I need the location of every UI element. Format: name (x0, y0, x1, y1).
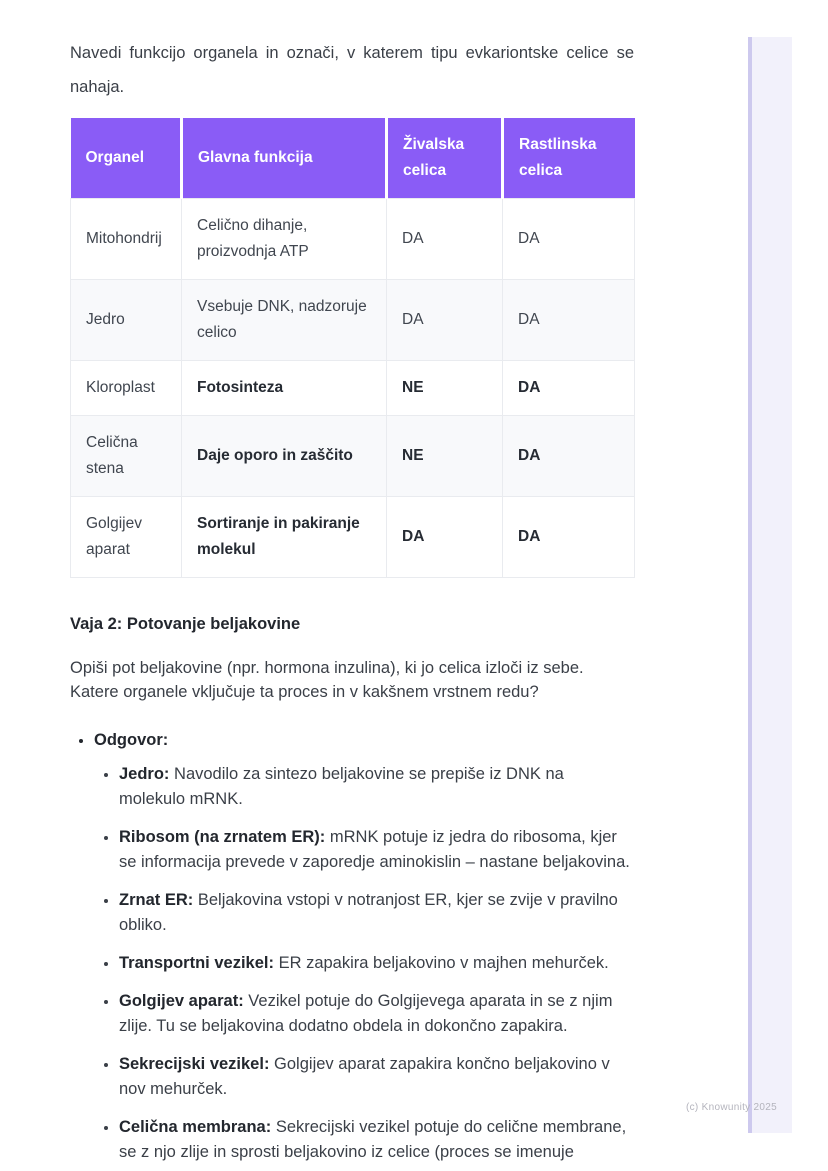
document-content (70, 0, 634, 1165)
step-text: ER zapakira beljakovino v majhen mehurček. (278, 954, 609, 972)
cell-rastlinska: DA (503, 199, 635, 280)
step-text: Golgijev aparat zapakira končno beljakovino v nov mehurček. (119, 1055, 610, 1098)
cell-zivalska: DA (387, 497, 503, 578)
step-text: Sekrecijski vezikel potuje do celične membrane, se z njo zlije in sprosti beljakovino iz celice (proces se imenuje (119, 1118, 627, 1161)
step-term: Transportni vezikel: (119, 954, 274, 972)
step-text: Beljakovina vstopi v notranjost ER, kjer se zvije v pravilno obliko. (119, 891, 618, 934)
cell-rastlinska: DA (503, 497, 635, 578)
cell-rastlinska: DA (503, 280, 635, 361)
step-text: Vezikel potuje do Golgijevega aparata in se z njim zlije. Tu se beljakovina dodatno obdela in dokončno zapakira. (119, 992, 613, 1035)
organelle-table (70, 118, 635, 578)
cell-zivalska: DA (387, 280, 503, 361)
page-edge-bar (748, 37, 792, 1133)
step-sekrecijski-vezikel (119, 1052, 634, 1102)
column-header-glavna-funkcija: Glavna funkcija (182, 118, 387, 199)
column-header-zivalska-celica: Živalska celica (387, 118, 503, 199)
step-term: Sekrecijski vezikel: (119, 1055, 270, 1073)
table-row-golgijev-aparat (71, 497, 635, 578)
step-celicna-membrana (119, 1115, 634, 1165)
cell-organel: Jedro (71, 280, 182, 361)
table-row-jedro (71, 280, 635, 361)
column-header-rastlinska-celica: Rastlinska celica (503, 118, 635, 199)
question-paragraph: Opiši pot beljakovine (npr. hormona inzulina), ki jo celica izloči iz sebe. Katere organele vključuje ta proces in v kakšnem vrstnem redu? (70, 659, 584, 701)
cell-funkcija: Fotosinteza (182, 361, 387, 416)
step-text: mRNK potuje iz jedra do ribosoma, kjer se informacija prevede v zaporedje aminokislin – nastane beljakovina. (119, 828, 630, 871)
cell-zivalska: NE (387, 361, 503, 416)
cell-zivalska: NE (387, 416, 503, 497)
table-row-mitohondrij (71, 199, 635, 280)
cell-rastlinska: DA (503, 361, 635, 416)
table-row-kloroplast (71, 361, 635, 416)
step-term: Ribosom (na zrnatem ER): (119, 828, 326, 846)
step-jedro (119, 762, 634, 812)
cell-organel: Kloroplast (71, 361, 182, 416)
answer-list (70, 730, 634, 1165)
step-text: Navodilo za sintezo beljakovine se prepiše iz DNK na molekulo mRNK. (119, 765, 564, 808)
section-heading: Vaja 2: Potovanje beljakovine (70, 615, 301, 633)
column-header-organel: Organel (71, 118, 182, 199)
copyright-watermark: (c) Knowunity 2025 (686, 1102, 778, 1113)
table-row-celicna-stena (71, 416, 635, 497)
step-ribosom (119, 825, 634, 875)
answer-label: • Odgovor: • Jedro: Navodilo za sintezo beljakovine se prepiše iz DNK na molekulo mRNK. • Ribosom (na zrnatem ER): mRNK potuje iz jedra do ribosoma, kjer se informacija prevede v zaporedje aminokislin – nastane beljakovina. • Zrnat ER: Beljakovina vstopi v notranjost ER, kjer se zvije v pravilno obliko. • Transportni vezikel: ER zapakira beljakovino v majhen mehurček. • Golgijev aparat: Vezikel potuje do Golgijevega aparata in se z njim zlije. Tu se beljakovina dodatno obdela in dokončno zapakira. • Sekrecijski vezikel: Golgijev aparat zapakira končno beljakovino v nov mehurček. • Celična membrana: Sekrecijski vezikel potuje do celične membrane, se z njo zlije in sprosti beljakovino iz celice (proces se imenuje (94, 730, 634, 1165)
cell-zivalska: DA (387, 199, 503, 280)
step-term: Zrnat ER: (119, 891, 194, 909)
step-term: Jedro: (119, 765, 170, 783)
answer-steps-list (94, 762, 634, 1165)
cell-rastlinska: DA (503, 416, 635, 497)
step-term: Celična membrana: (119, 1118, 272, 1136)
cell-funkcija: Daje oporo in zaščito (182, 416, 387, 497)
step-golgijev-aparat (119, 989, 634, 1039)
cell-organel: Celična stena (71, 416, 182, 497)
intro-paragraph: Navedi funkcijo organela in označi, v katerem tipu evkariontske celice se nahaja. (70, 44, 634, 96)
cell-funkcija: Vsebuje DNK, nadzoruje celico (182, 280, 387, 361)
step-term: Golgijev aparat: (119, 992, 244, 1010)
step-transportni-vezikel (119, 951, 634, 976)
cell-funkcija: Celično dihanje, proizvodnja ATP (182, 199, 387, 280)
cell-organel: Golgijev aparat (71, 497, 182, 578)
table-header-row (71, 118, 635, 199)
cell-organel: Mitohondrij (71, 199, 182, 280)
cell-funkcija: Sortiranje in pakiranje molekul (182, 497, 387, 578)
step-zrnat-er (119, 888, 634, 938)
